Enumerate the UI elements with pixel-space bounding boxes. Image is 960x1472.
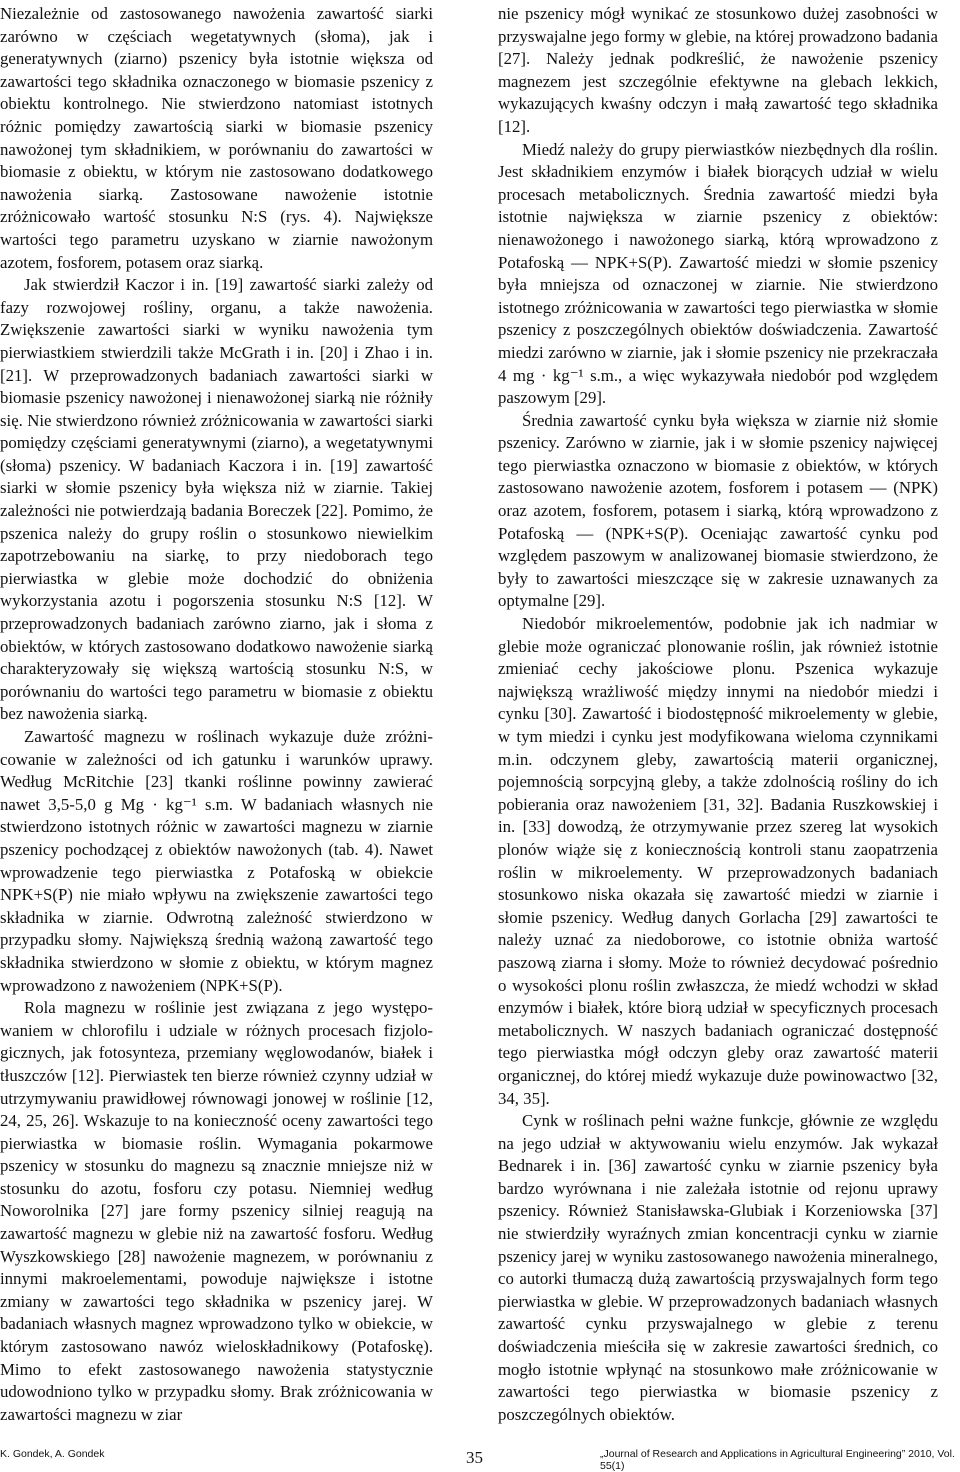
left-column — [0, 3, 433, 1426]
paragraph: Niedobór mikroelementów, podobnie jak ich nadmiar w glebie może ograniczać plonowanie roślin, jak również istotnie zmieniać cechy jakościowe plonu. Pszenica wykazuje największą wrażliwość między innymi na niedobór miedzi i cynku [30]. Zawartość i biodostępność mikroelementy w glebie, w tym miedzi i cynku jest modyfikowana wieloma czynnikami m.in. odczynem gleby, zawartością materii organicznej, pojemnością sorpcyjną gleby, a także zdolnością rośliny do ich pobierania oraz nawożeniem [31, 32]. Badania Ruszkowskiej i in. [33] dowodzą, że otrzymywanie przez szereg lat wysokich plonów wiąże się z koniecznością kontroli stanu zaopatrzenia roślin w mikroelementy. W przeprowadzonych badaniach stosunkowo niska okazała się zawartość miedzi w ziarnie i słomie pszenicy. Według danych Gorlacha [29] zawartości te należy uznać za niedoborowe, co istotnie obniża wartość paszową ziarna i słomy. Może to również decydować pośrednio o wysokości plonu roślin zwłaszcza, że miedź wchodzi w skład enzymów i białek, które biorą udział w specyficznych procesach metabolicznych. W naszych badaniach ograniczać dostępność tego pierwiastka mógł odczyn gleby oraz zawartość materii organicznej, do której miedź wykazuje duże powinowactwo [32, 34, 35]. — [498, 614, 938, 1108]
paragraph: Średnia zawartość cynku była większa w ziarnie niż słomie pszenicy. Zarówno w ziarnie, jak i w słomie pszenicy najwięcej tego pierwiastka oznaczono w biomasie z obiektów, w których zastosowano nawożenie azotem, fosforem i potasem — (NPK) oraz azotem, fosforem, potasem i siarką, którą wprowadzono z Potafoską — (NPK+S(P). Oceniając zawartość cynku pod względem paszowym w analizowanej biomasie stwierdzono, że były to zawartości mieszczące się w zakresie uznawanych za optymalne [29]. — [498, 410, 938, 611]
paragraph: Rola magnezu w roślinie jest związana z jego występowaniem w chlorofilu i udziale w różnych procesach fizjologicznych, jak fotosynteza, przemiany węglowodanów, białek i tłuszczów [12]. Pierwiastek ten bierze również czynny udział w utrzymywaniu prawidłowej równowagi jonowej w roślinie [12, 24, 25, 26]. Wskazuje to na konieczność oceny zawartości tego pierwiastka w biomasie roślin. Wymagania pokarmowe pszenicy w stosunku do magnezu są znacznie mniejsze niż w stosunku do azotu, fosforu czy potasu. Niemniej według Noworolnika [27] jare formy pszenicy silniej reagują na zawartość magnezu w glebie niż na zawartość fosforu. Według Wyszkowskiego [28] nawożenie magnezem, w porównaniu z innymi makroelementami, powoduje największe i istotne zmiany w zawartości tego składnika w pszenicy jarej. W badaniach własnych magnez wprowadzono tylko w obiekcie, w którym zastosowano nawóz wieloskładnikowy (Potafoskę). Mimo to efekt zastosowanego nawożenia statystycznie udowodniono tylko w przypadku słomy. Brak zróżnicowania w zawartości magnezu w ziar — [0, 998, 433, 1424]
right-column — [498, 3, 938, 1426]
paragraph: Miedź należy do grupy pierwiastków niezbędnych dla roślin. Jest składnikiem enzymów i białek biorących udział w wielu procesach metabolicznych. Średnia zawartość miedzi była istotnie największa w ziarnie pszenicy z obiektów: nienawożonego i nawożonego siarką, którą wprowadzono z Potafoską — NPK+S(P). Zawartość miedzi w słomie pszenicy była mniejsza od oznaczonej w ziarnie. Nie stwierdzono istotnego zróżnicowania w zawartości tego pierwiastka w słomie pszenicy z poszczególnych obiektów doświadczenia. Zawartość miedzi zarówno w ziarnie, jak i słomie pszenicy nie przekraczała 4 mg · kg⁻¹ s.m., a więc wykazywała niedobór pod względem paszowym [29]. — [498, 139, 938, 408]
paragraph: Cynk w roślinach pełni ważne funkcje, głównie ze względu na jego udział w aktywowaniu wielu enzymów. Jak wykazał Bednarek i in. [36] zawartość cynku w ziarnie pszenicy była bardzo wyrównana i nie zależała istotnie od rejonu uprawy pszenicy. Również Stanisławska-Glubiak i Korzeniowska [37] nie stwierdziły wyraźnych zmian koncentracji cynku w ziarnie pszenicy jarej w wyniku zastosowanego nawożenia mineralnego, co autorki tłumaczą dużą zawartością przyswajalnych form tego pierwiastka w glebie. W przeprowadzonych badaniach własnych zawartość cynku przyswajalnego w glebie z terenu doświadczenia mieściła się w zakresie zawartości średnich, co mogło istotnie wpłynąć na stosunkowo małe zróżnicowanie w zawartości tego pierwiastka w biomasie pszenicy z poszczególnych obiektów. — [498, 1111, 938, 1424]
paragraph: nie pszenicy mógł wynikać ze stosunkowo dużej zasobności w przyswajalne jego formy w glebie, na której prowadzono badania [27]. Należy jednak podkreślić, że nawożenie pszenicy magnezem jest szczególnie efektywne na glebach lekkich, wykazujących kwaśny odczyn i małą zawartość tego składnika [12]. — [498, 4, 938, 136]
paragraph: Niezależnie od zastosowanego nawożenia zawartość siarki zarówno w częściach wegetatywnych (słoma), jak i generatywnych (ziarno) pszenicy była istotnie większa od zawartości tego składnika oznaczonego w biomasie pszenicy z obiektu kontrolnego. Nie stwierdzono natomiast istotnych różnic pomiędzy zawartością siarki w biomasie pszenicy nawożonej tym składnikiem, w porównaniu do zawartości w biomasie z obiektu, w którym nie zastosowano dodatkowego nawożenia siarką. Zastosowane nawożenie istotnie zróżnicowało wartość stosunku N:S (rys. 4). Największe wartości tego parametru uzyskano w ziarnie nawożonym azotem, fosforem, potasem oraz siarką. — [0, 4, 433, 272]
page-footer — [0, 1430, 960, 1472]
footer-journal: „Journal of Research and Applications in Agricultural Engineering” 2010, Vol. 55(1) — [600, 1448, 955, 1472]
footer-authors: K. Gondek, A. Gondek — [0, 1448, 105, 1460]
paragraph: Jak stwierdził Kaczor i in. [19] zawartość siarki zależy od fazy rozwojowej rośliny, organu, a także nawożenia. Zwiększenie zawartości siarki w wyniku nawożenia tym pierwiastkiem stwierdzili także McGrath i in. [20] i Zhao i in. [21]. W przeprowadzonych badaniach zawartości siarki w biomasie pszenicy nawożonej i nienawożonej siarką nie różniły się. Nie stwierdzono również zróżnicowania w zawartości siarki pomiędzy częściami generatywnymi (ziarno), a wegetatywnymi (słoma) pszenicy. W badaniach Kaczora i in. [19] zawartość siarki w słomie pszenicy była większa niż w ziarnie. Takiej zależności nie potwierdzają badania Boreczek [22]. Pomimo, że pszenica należy do grupy roślin o stosunkowo niewielkim zapotrzebowaniu na siarkę, to przy niedoborach tego pierwiastka w glebie może dochodzić do obniżenia wykorzystania azotu i pogorszenia stosunku N:S [12]. W przeprowadzonych badaniach zarówno ziarno, jak i słoma z obiektów, w których zastosowano dodatkowo nawożenie siarką charakteryzowały się większą wartością stosunku N:S, w porównaniu do wartości tego parametru w biomasie z obiektu bez nawożenia siarką. — [0, 275, 433, 724]
page-number: 35 — [466, 1448, 483, 1467]
paragraph: Zawartość magnezu w roślinach wykazuje duże zróżnicowanie w zależności od ich gatunku i warunków uprawy. Według McRitchie [23] tkanki roślinne powinny zawierać nawet 3,5-5,0 g Mg · kg⁻¹ s.m. W badaniach własnych nie stwierdzono istotnych różnic w zawartości magnezu w ziarnie pszenicy pochodzącej z obiektów nawożonych (tab. 4). Nawet wprowadzenie tego pierwiastka z Potafoską w obiekcie NPK+S(P) nie miało wpływu na zwiększenie zawartości tego składnika w ziarnie. Odwrotną zależność stwierdzono w przypadku słomy. Największą średnią ważoną zawartość tego składnika stwierdzono w słomie z obiektu, w którym magnez wprowadzono z nawożeniem (NPK+S(P). — [0, 727, 433, 995]
